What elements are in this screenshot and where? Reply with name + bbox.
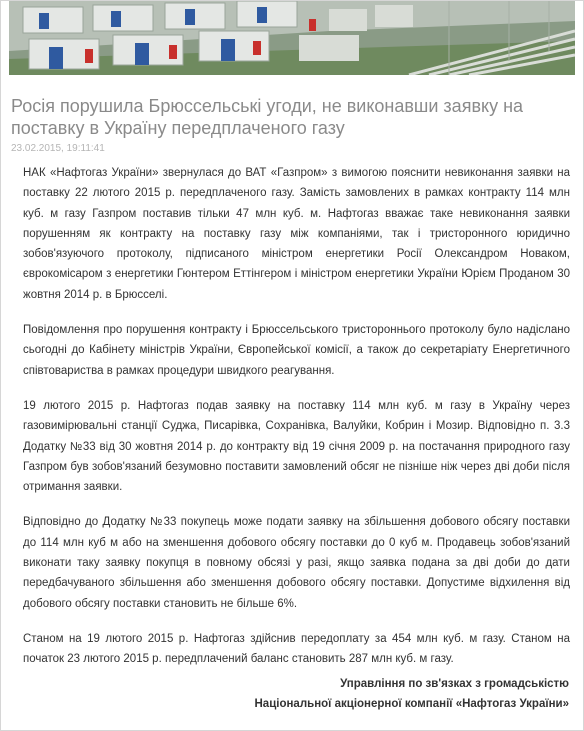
article-headline: Росія порушила Брюссельські угоди, не виконавши заявку на поставку в Україну передплаченого газу (11, 96, 524, 138)
signature-block (255, 674, 570, 714)
article-paragraph: НАК «Нафтогаз України» звернулася до ВАТ «Газпром» з вимогою пояснити невиконання заявки на поставку 22 лютого 2015 р. передплаченого газу. Замість замовлених в рамках контракту 114 млн куб. м газу Газпром поставив тільки 47 млн куб. м. Нафтогаз вважає таке невиконання заявки порушенням як контракту на поставку газу між компаніями, так і тристоронного юридично зобов'язуючого протоколу, підписаного міністром енергетики Росії Олександром Новаком, єврокомісаром з енергетики Гюнтером Еттінгером і міністром енергетики України Юрієм Проданом 30 жовтня 2014 р. в Брюсселі. (23, 167, 570, 301)
signature-line-department: Управління по зв'язках з громадськістю (340, 678, 569, 690)
article-date: 23.02.2015, 19:11:41 (11, 143, 105, 154)
banner-image (9, 1, 575, 75)
article-paragraph: Відповідно до Додатку №33 покупець може подати заявку на збільшення добового обсягу поставки до 114 млн куб м або на зменшення добового обсягу поставки до 0 куб м. Продавець зобов'язаний виконати таку заявку покупця в повному обсязі у разі, якщо заявка подана за дві доби до дати передбачуваного збільшення або зменшення добового обсягу поставки. Допустиме відхилення від добового обсягу поставки становить не більше 6%. (23, 516, 570, 610)
signature-line-company: Національної акціонерної компанії «Нафтогаз України» (254, 698, 569, 710)
article-paragraph: Повідомлення про порушення контракту і Брюссельського тристороннього протоколу було надіслано сьогодні до Кабінету міністрів України, Європейської комісії, а також до секретаріату Енергетичного співтовариства в рамках процедури швидкого реагування. (23, 324, 570, 377)
article-paragraph: 19 лютого 2015 р. Нафтогаз подав заявку на поставку 114 млн куб. м газу в Україну через газовимірювальні станції Суджа, Писарівка, Сохранівка, Валуйки, Кобрин і Мозир. Відповідно п. 3.3 Додатку №33 від 30 жовтня 2014 р. до контракту від 19 січня 2009 р. на постачання природного газу Газпром був зобов'язаний безумовно поставити замовлений обсяг не пізніше ніж через дві доби після отримання заявки. (23, 399, 570, 494)
gas-station-photo (9, 1, 575, 75)
article-body (23, 163, 570, 685)
article-paragraph: Станом на 19 лютого 2015 р. Нафтогаз здійснив передоплату за 454 млн куб. м газу. Станом на початок 23 лютого 2015 р. передплачений баланс становить 287 млн куб. м газу. (23, 632, 570, 666)
